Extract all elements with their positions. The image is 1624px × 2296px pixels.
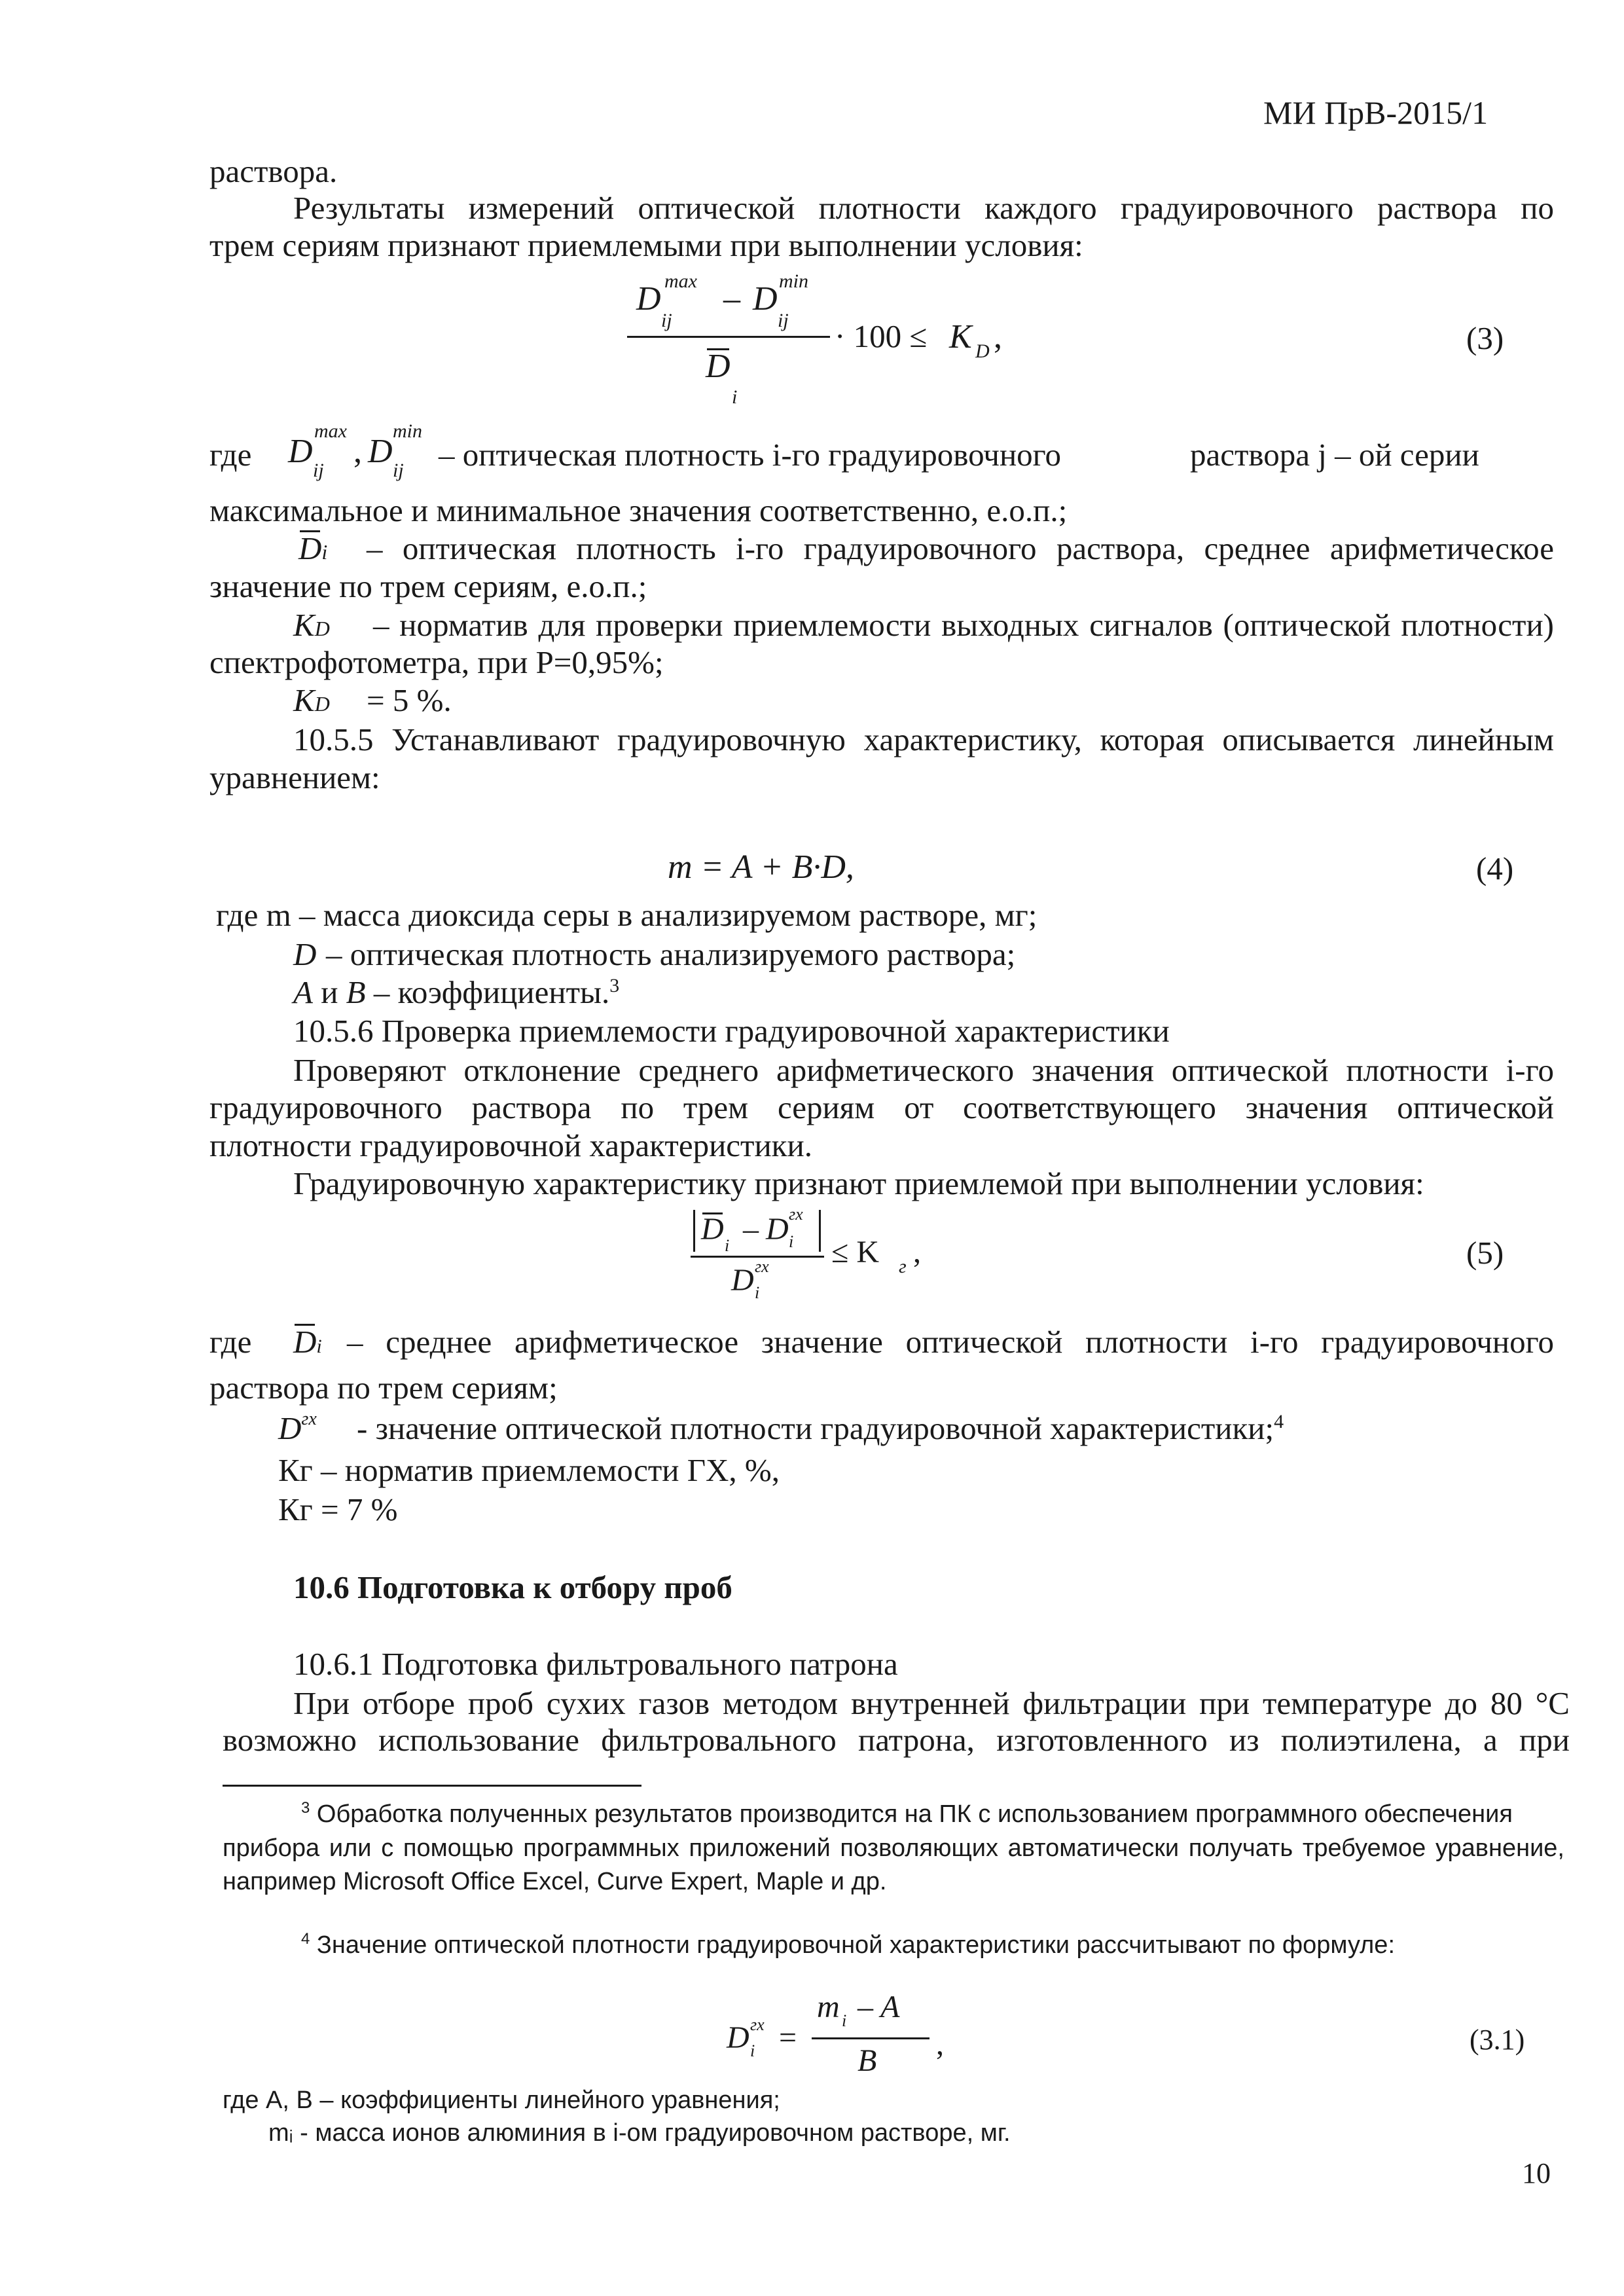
a-symbol: A [293,974,313,1010]
text-line: Градуировочную характеристику признают приемлемой при выполнении условия: [293,1165,1424,1201]
dgx-symbol: $D^{гх}$ [278,1409,317,1446]
text-line: градуировочного раствора по трем сериям от соответствующего значения оптической [209,1089,1554,1125]
f5-sub-g: г [899,1256,907,1277]
text-line: трем сериям признают приемлемыми при выполнении условия: [209,227,1083,263]
f31-comma: , [936,2027,944,2062]
kd-symbol: KD [293,607,330,643]
formula-3 [622,265,1080,416]
text-line: Результаты измерений оптической плотности каждого градуировочного раствора по [293,190,1554,226]
w1-sup-min: min [393,420,422,442]
f3-sub-ij: ij [661,310,672,331]
f3-mult: · 100 ≤ [835,318,928,354]
formula-3-1 [720,1990,956,2095]
b-symbol: B [346,974,366,1010]
f3-comma: , [994,318,1002,355]
text-line: Проверяют отклонение среднего арифметического значения оптической плотности i-го [293,1052,1554,1088]
f3-fraction-bar [627,336,830,338]
footnote-3-line: $^3$ Обработка полученных результатов производится на ПК с использованием программного обеспечения [301,1799,1513,1828]
f31-fraction-bar [812,2037,929,2039]
text-line: где [209,437,252,473]
text-line: раствора по трем сериям; [209,1370,558,1406]
f5-abs-left [693,1210,695,1252]
f3-sub-ij2: ij [778,310,789,331]
f3-sub-d: D [975,340,990,362]
f3-d-min: D [753,280,778,318]
footnote-4-line: $^4$ Значение оптической плотности градуировочной характеристики рассчитывают по формуле: [301,1930,1396,1959]
footnote-4-line: где А, В – коэффициенты линейного уравнения; [223,2086,780,2114]
w1-sub-ij2: ij [393,460,404,481]
f31-num-sub-i: i [842,2011,847,2030]
f5-sub-i: i [725,1236,730,1255]
d-symbol: D [293,936,317,972]
text-line: 10.5.5 Устанавливают градуировочную характеристику, которая описывается линейным [293,721,1554,757]
f31-num-m: m [817,1990,840,2024]
f3-minus: – [723,280,740,318]
formula-3-number: (3) [1466,320,1504,356]
footnote-separator [223,1785,641,1787]
f5-abs-right [819,1210,821,1252]
f5-dbar: D [701,1212,724,1247]
section-heading-106: 10.6 Подготовка к отбору проб [293,1569,732,1605]
f3-sup-max: max [664,270,697,292]
f3-dbar: D [706,348,731,385]
formula-5 [691,1198,952,1313]
dbar-symbol: Di [298,529,327,572]
text-line: раствора j – ой серии [1190,437,1479,473]
text-line: – оптическая плотность i-го градуировочного раствора, среднее арифметическое [367,530,1554,566]
f3-sup-min: min [779,270,808,292]
w1-sub-ij: ij [313,460,324,481]
footnote-ref-4[interactable]: 4 [1274,1410,1284,1432]
text-line: Кг = 7 % [278,1491,398,1527]
text-line: возможно использование фильтровального патрона, изготовленного из полиэтилена, а при [223,1722,1570,1758]
text-line: максимальное и минимальное значения соответственно, е.о.п.; [209,492,1068,528]
f5-sub-i2: i [789,1232,794,1251]
text-line: - значение оптической плотности градуировочной характеристики;$^4$ [357,1410,1284,1446]
text-line: уравнением: [209,759,380,795]
w1-comma: , [353,433,362,470]
footnote-ref-3[interactable]: 3 [609,974,620,996]
f3-kd: K [949,318,972,355]
f31-den-b: B [857,2043,877,2078]
text-line: – норматив для проверки приемлемости выходных сигналов (оптической плотности) [373,607,1554,643]
f5-comma: , [913,1235,921,1269]
formula-4: m = A + B·D, [668,848,854,886]
f5-minus: – [743,1212,759,1247]
text-line [293,973,619,1012]
f31-sup-gx: гх [750,2015,765,2034]
section-heading-1056: 10.5.6 Проверка приемлемости градуировочной характеристики [293,1013,1170,1049]
text-line: спектрофотометра, при Р=0,95%; [209,644,664,680]
text-line: где m – масса диоксида серы в анализируемом растворе, мг; [216,897,1038,933]
footnote-4-line: mᵢ - масса ионов алюминия в i-ом градуировочном растворе, мг. [268,2119,1011,2147]
formula-4-number: (4) [1476,850,1514,886]
text-line: Кг – норматив приемлемости ГХ, %, [278,1452,780,1488]
text-line: где [209,1324,252,1360]
formula-3-1-number: (3.1) [1470,2024,1525,2056]
w1-sup-max: max [314,420,347,442]
f31-d: D [727,2020,749,2055]
f5-sup-gx: гх [789,1205,803,1224]
kd-symbol: KD [293,682,330,718]
subsection-heading-1061: 10.6.1 Подготовка фильтровального патрона [293,1646,898,1682]
f3-sub-i: i [732,386,738,408]
f31-sub-i: i [750,2041,755,2060]
text-line: = 5 %. [367,682,452,718]
f5-den-sup-gx: гх [755,1257,769,1276]
text-line: значение по трем сериям, е.о.п.; [209,568,647,604]
text-line: плотности градуировочной характеристики. [209,1127,812,1163]
f3-d-max: D [636,280,661,318]
where1-symbols [288,412,445,491]
text-line: – среднее арифметическое значение оптической плотности i-го градуировочного [347,1324,1554,1360]
text-line: – оптическая плотность i-го градуировочного [439,437,1062,473]
f31-num-rest: – A [857,1990,900,2024]
f5-den-d: D [731,1263,754,1298]
and-word: и [321,974,338,1010]
ab-desc: – коэффициенты. [373,974,610,1010]
formula-5-number: (5) [1466,1235,1504,1271]
f5-le-k: ≤ K [831,1235,880,1269]
footnote-3-line: например Microsoft Office Excel, Curve Expert, Maple и др. [223,1868,887,1895]
document-code: МИ ПрВ-2015/1 [1263,94,1489,131]
dbar-symbol: Di [293,1322,322,1366]
footnote-3-line: прибора или с помощью программных приложений позволяющих автоматически получать требуемое уравнение, [223,1834,1564,1862]
page-number: 10 [1522,2157,1551,2189]
f5-den-sub-i: i [755,1283,760,1302]
text-line: – оптическая плотность анализируемого раствора; [326,936,1016,972]
w1-d-min: D [368,433,393,470]
f5-dgx: D [766,1212,789,1247]
text-line: При отборе проб сухих газов методом внутренней фильтрации при температуре до 80 °С [293,1685,1570,1721]
f31-eq: = [779,2020,797,2055]
w1-d-max: D [288,433,313,470]
text-line: раствора. [209,153,338,189]
